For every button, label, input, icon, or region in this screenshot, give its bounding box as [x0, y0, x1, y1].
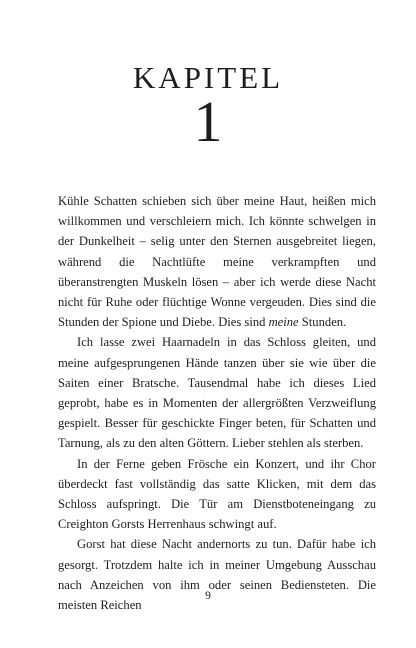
paragraph-2: Ich lasse zwei Haarnadeln in das Schloss gleiten, und meine aufgesprungenen Hände tanzen über sie wie über die Saiten einer Bratsche. Tausendmal habe ich dieses Lied geprobt, habe es in Momenten der allergrößten Verzweiflung gespielt. Besser für geschickte Finger beten, für Schatten und Tarnung, als zu den alten Göttern. Lieber stehlen als sterben.: [58, 335, 376, 451]
paragraph-1-text-after: Stunden.: [298, 315, 347, 330]
paragraph-1-emphasis: meine: [268, 315, 299, 330]
body-text: [58, 191, 376, 615]
paragraph-3: In der Ferne geben Frösche ein Konzert, und ihr Chor überdeckt fast vollständig das satte Klicken, mit dem das Schloss aufspringt. Die Tür am Dienstboteneingang zu Creighton Gorsts Herrenhaus schwingt auf.: [58, 456, 376, 532]
page-number: 9: [205, 590, 211, 602]
paragraph-1: [58, 191, 376, 332]
chapter-number: 1: [193, 89, 223, 154]
chapter-label: KAPITEL: [132, 60, 284, 95]
paragraph-4: Gorst hat diese Nacht andernorts zu tun. Dafür habe ich gesorgt. Trotzdem halte ich in meiner Umgebung Ausschau nach Anzeichen von ihm oder seinen Bediensteten. Die meisten Reichen: [58, 537, 376, 613]
paragraph-1-text-before: Kühle Schatten schieben sich über meine Haut, heißen mich willkommen und verschleiern mich. Ich könnte schwelgen in der Dunkelheit – selig unter den Sternen ausgebreitet liegen, während die Nachtlüfte meine verkrampften und überanstrengten Muskeln lösen – aber ich werde diese Nacht nicht für Ruhe oder flüchtige Wonne vergeuden. Dies sind die Stunden der Spione und Diebe. Dies sind: [58, 194, 376, 330]
